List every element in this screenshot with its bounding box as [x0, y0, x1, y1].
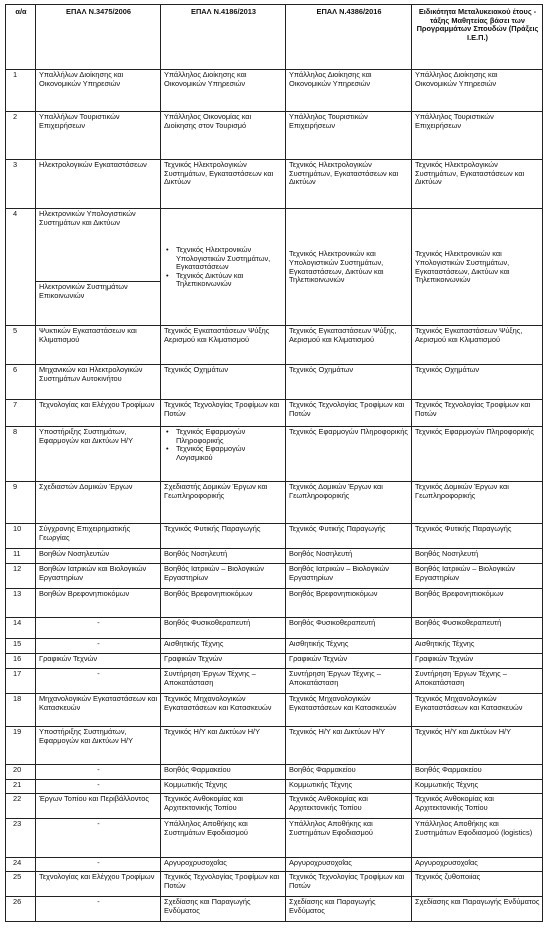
cell-epal-4386: Βοηθός Νοσηλευτή [286, 549, 412, 564]
cell-epal-3475: Σύγχρονης Επιχειρηματικής Γεωργίας [36, 524, 161, 549]
bullet-item: • Τεχνικός Εφαρμογών Λογισμικού [172, 445, 283, 462]
row-number: 5 [6, 326, 36, 365]
header-epal-3475-2006: ΕΠΑΛ Ν.3475/2006 [36, 5, 161, 70]
table-row [6, 589, 543, 618]
cell-epal-3475: Βοηθών Νοσηλευτών [36, 549, 161, 564]
cell-epal-3475: Έργων Τοπίου και Περιβάλλοντος [36, 794, 161, 819]
cell-epal-4186: Σχεδίασης και Παραγωγής Ενδύματος [161, 897, 286, 922]
table-row [6, 897, 543, 922]
cell-epal-4386: Σχεδίασης και Παραγωγής Ενδύματος [286, 897, 412, 922]
row-number: 7 [6, 400, 36, 427]
cell-epal-3475: Υποστήριξης Συστημάτων, Εφαρμογών και Δικτύων Η/Υ [36, 727, 161, 765]
row-number: 10 [6, 524, 36, 549]
table-row [6, 694, 543, 727]
table-row [6, 482, 543, 524]
row-number: 16 [6, 654, 36, 669]
cell-apprenticeship: Αργυροχρυσοχοΐας [412, 858, 543, 872]
cell-apprenticeship: Τεχνικός Οχημάτων [412, 365, 543, 400]
cell-epal-3475: Υποστήριξης Συστημάτων, Εφαρμογών και Δικτύων Η/Υ [36, 427, 161, 482]
cell-epal-4186: Τεχνικός Εγκαταστάσεων Ψύξης Αερισμού και Κλιματισμού [161, 326, 286, 365]
cell-epal-4386: Συντήρηση Έργων Τέχνης – Αποκατάσταση [286, 669, 412, 694]
cell-apprenticeship: Τεχνικός Ηλεκτρονικών και Υπολογιστικών Συστημάτων, Εγκαταστάσεων, Δικτύων και Τηλεπικοινωνιών [412, 209, 543, 326]
row-number: 17 [6, 669, 36, 694]
row-number: 18 [6, 694, 36, 727]
cell-epal-3475: - [36, 639, 161, 654]
cell-epal-3475: Τεχνολογίας και Ελέγχου Τροφίμων [36, 872, 161, 897]
cell-epal-3475: Σχεδιαστών Δομικών Έργων [36, 482, 161, 524]
cell-epal-3475: Γραφικών Τεχνών [36, 654, 161, 669]
row-number: 24 [6, 858, 36, 872]
cell-apprenticeship: Τεχνικός Τεχνολογίας Τροφίμων και Ποτών [412, 400, 543, 427]
cell-apprenticeship: Γραφικών Τεχνών [412, 654, 543, 669]
cell-apprenticeship: Τεχνικός Εγκαταστάσεων Ψύξης, Αερισμού και Κλιματισμού [412, 326, 543, 365]
cell-apprenticeship: Τεχνικός Δομικών Έργων και Γεωπληροφορικής [412, 482, 543, 524]
cell-epal-4186: Σχεδιαστής Δομικών Έργων και Γεωπληροφορικής [161, 482, 286, 524]
table-row [6, 819, 543, 858]
cell-apprenticeship: Τεχνικός Ηλεκτρολογικών Συστημάτων, Εγκαταστάσεων και Δικτύων [412, 160, 543, 209]
bullet-item: • Τεχνικός Ηλεκτρονικών Υπολογιστικών Συστημάτων, Εγκαταστάσεων [172, 246, 283, 272]
cell-epal-3475: - [36, 897, 161, 922]
table-row [6, 400, 543, 427]
row-number: 13 [6, 589, 36, 618]
row-number: 4 [6, 209, 36, 326]
cell-epal-4386: Τεχνικός Φυτικής Παραγωγής [286, 524, 412, 549]
cell-epal-4386: Τεχνικός Εγκαταστάσεων Ψύξης, Αερισμού και Κλιματισμού [286, 326, 412, 365]
cell-apprenticeship: Τεχνικός Μηχανολογικών Εγκαταστάσεων και Κατασκευών [412, 694, 543, 727]
cell-epal-4386: Κομμωτικής Τέχνης [286, 780, 412, 794]
table-row [6, 326, 543, 365]
table-row [6, 427, 543, 482]
row-number: 9 [6, 482, 36, 524]
cell-epal-4386: Υπάλληλος Αποθήκης και Συστημάτων Εφοδιασμού [286, 819, 412, 858]
cell-epal-3475: - [36, 858, 161, 872]
cell-epal-3475: Βοηθών Βρεφονηπιοκόμων [36, 589, 161, 618]
header-epal-4386-2016: ΕΠΑΛ Ν.4386/2016 [286, 5, 412, 70]
cell-apprenticeship: Σχεδίασης και Παραγωγής Ενδύματος [412, 897, 543, 922]
cell-epal-4186: Συντήρηση Έργων Τέχνης – Αποκατάσταση [161, 669, 286, 694]
row-number: 12 [6, 564, 36, 589]
row-number: 20 [6, 765, 36, 780]
row-number: 23 [6, 819, 36, 858]
cell-epal-4386: Βοηθός Ιατρικών – Βιολογικών Εργαστηρίων [286, 564, 412, 589]
cell-epal-4186: Βοηθός Βρεφονηπιοκόμων [161, 589, 286, 618]
cell-epal-4186: Τεχνικός Ανθοκομίας και Αρχιτεκτονικής Τοπίου [161, 794, 286, 819]
header-aa: α/α [6, 5, 36, 70]
row-number: 15 [6, 639, 36, 654]
table-row [6, 872, 543, 897]
row-number: 14 [6, 618, 36, 639]
cell-epal-4186: Τεχνικός Η/Υ και Δικτύων Η/Υ [161, 727, 286, 765]
table-row [6, 549, 543, 564]
cell-epal-4186: Υπάλληλος Διοίκησης και Οικονομικών Υπηρεσιών [161, 70, 286, 112]
cell-epal-4186: Βοηθός Φυσικοθεραπευτή [161, 618, 286, 639]
table-row [6, 858, 543, 872]
cell-epal-4386: Τεχνικός Ανθοκομίας και Αρχιτεκτονικής Τοπίου [286, 794, 412, 819]
cell-apprenticeship: Συντήρηση Έργων Τέχνης – Αποκατάσταση [412, 669, 543, 694]
cell-epal-4386: Βοηθός Φαρμακείου [286, 765, 412, 780]
cell-epal-4186: Βοηθός Φαρμακείου [161, 765, 286, 780]
cell-epal-4386: Τεχνικός Η/Υ και Δικτύων Η/Υ [286, 727, 412, 765]
cell-epal-4186: Γραφικών Τεχνών [161, 654, 286, 669]
cell-epal-4186: Τεχνικός Μηχανολογικών Εγκαταστάσεων και Κατασκευών [161, 694, 286, 727]
cell-epal-3475: Τεχνολογίας και Ελέγχου Τροφίμων [36, 400, 161, 427]
row-number: 1 [6, 70, 36, 112]
row-number: 6 [6, 365, 36, 400]
row-number: 2 [6, 112, 36, 160]
cell-epal-4186: Αισθητικής Τέχνης [161, 639, 286, 654]
cell-epal-3475: - [36, 765, 161, 780]
cell-apprenticeship: Τεχνικός Η/Υ και Δικτύων Η/Υ [412, 727, 543, 765]
table-row [6, 70, 543, 112]
cell-apprenticeship: Τεχνικός Ανθοκομίας και Αρχιτεκτονικής Τοπίου [412, 794, 543, 819]
cell-epal-3475: Ηλεκτρονικών Συστημάτων Επικοινωνιών [36, 282, 161, 326]
document [5, 4, 543, 922]
row-number: 25 [6, 872, 36, 897]
cell-epal-4386: Τεχνικός Μηχανολογικών Εγκαταστάσεων και Κατασκευών [286, 694, 412, 727]
cell-epal-4186: Κομμωτικής Τέχνης [161, 780, 286, 794]
cell-epal-4186: Βοηθός Ιατρικών – Βιολογικών Εργαστηρίων [161, 564, 286, 589]
cell-epal-3475: Ηλεκτρονικών Υπολογιστικών Συστημάτων και Δικτύων [36, 209, 161, 282]
row-number: 11 [6, 549, 36, 564]
cell-epal-4186: Τεχνικός Τεχνολογίας Τροφίμων και Ποτών [161, 400, 286, 427]
table-row [6, 112, 543, 160]
row-number: 26 [6, 897, 36, 922]
header-apprenticeship-specialty: Ειδικότητα Μεταλυκειακού έτους - τάξης Μαθητείας βάσει των Προγραμμάτων Σπουδών (Πράξεις Ι.Ε.Π.) [412, 5, 543, 70]
cell-epal-4186: Υπάλληλος Οικονομίας και Διοίκησης στον Τουρισμό [161, 112, 286, 160]
cell-epal-4186: Τεχνικός Οχημάτων [161, 365, 286, 400]
cell-apprenticeship: Βοηθός Ιατρικών – Βιολογικών Εργαστηρίων [412, 564, 543, 589]
bullet-item: • Τεχνικός Δικτύων και Τηλεπικοινωνιών [172, 272, 283, 289]
cell-epal-3475: Υπαλλήλων Τουριστικών Επιχειρήσεων [36, 112, 161, 160]
cell-epal-4186: Υπάλληλος Αποθήκης και Συστημάτων Εφοδιασμού [161, 819, 286, 858]
cell-epal-4386: Τεχνικός Εφαρμογών Πληροφορικής [286, 427, 412, 482]
cell-epal-4386: Υπάλληλος Διοίκησης και Οικονομικών Υπηρεσιών [286, 70, 412, 112]
bullet-item: • Τεχνικός Εφαρμογών Πληροφορικής [172, 428, 283, 445]
table-body [6, 70, 543, 922]
bullet-list [164, 246, 283, 289]
header-epal-4186-2013: ΕΠΑΛ Ν.4186/2013 [161, 5, 286, 70]
cell-epal-3475: Ηλεκτρολογικών Εγκαταστάσεων [36, 160, 161, 209]
table-row [6, 524, 543, 549]
cell-apprenticeship: Υπάλληλος Αποθήκης και Συστημάτων Εφοδιασμού (logistics) [412, 819, 543, 858]
cell-epal-4186: Τεχνικός Φυτικής Παραγωγής [161, 524, 286, 549]
cell-apprenticeship: Κομμωτικής Τέχνης [412, 780, 543, 794]
cell-epal-3475: - [36, 618, 161, 639]
cell-epal-3475: Υπαλλήλων Διοίκησης και Οικονομικών Υπηρεσιών [36, 70, 161, 112]
table-row [6, 669, 543, 694]
table-row [6, 639, 543, 654]
cell-apprenticeship: Αισθητικής Τέχνης [412, 639, 543, 654]
cell-epal-4386: Τεχνικός Τεχνολογίας Τροφίμων και Ποτών [286, 872, 412, 897]
cell-epal-3475: Μηχανικών και Ηλεκτρολογικών Συστημάτων Αυτοκινήτου [36, 365, 161, 400]
cell-epal-4386: Υπάλληλος Τουριστικών Επιχειρήσεων [286, 112, 412, 160]
table-row [6, 209, 543, 282]
cell-apprenticeship: Υπάλληλος Τουριστικών Επιχειρήσεων [412, 112, 543, 160]
table-row [6, 727, 543, 765]
table-row [6, 654, 543, 669]
cell-epal-3475: - [36, 780, 161, 794]
cell-epal-4186: Τεχνικός Τεχνολογίας Τροφίμων και Ποτών [161, 872, 286, 897]
cell-epal-4386: Τεχνικός Ηλεκτρονικών και Υπολογιστικών Συστημάτων, Εγκαταστάσεων, Δικτύων και Τηλεπικοινωνιών [286, 209, 412, 326]
header-row [6, 5, 543, 70]
cell-epal-3475: - [36, 819, 161, 858]
row-number: 21 [6, 780, 36, 794]
table-row [6, 780, 543, 794]
table-row [6, 794, 543, 819]
cell-epal-3475: Ψυκτικών Εγκαταστάσεων και Κλιματισμού [36, 326, 161, 365]
cell-apprenticeship: Βοηθός Φυσικοθεραπευτή [412, 618, 543, 639]
cell-epal-4186: Βοηθός Νοσηλευτή [161, 549, 286, 564]
cell-epal-4386: Βοηθός Φυσικοθεραπευτή [286, 618, 412, 639]
table-row [6, 765, 543, 780]
cell-epal-4386: Τεχνικός Οχημάτων [286, 365, 412, 400]
specialties-table [5, 4, 543, 922]
cell-apprenticeship: Τεχνικός Εφαρμογών Πληροφορικής [412, 427, 543, 482]
row-number: 3 [6, 160, 36, 209]
cell-epal-4386: Γραφικών Τεχνών [286, 654, 412, 669]
cell-epal-4186 [161, 427, 286, 482]
cell-epal-3475: Βοηθών Ιατρικών και Βιολογικών Εργαστηρίων [36, 564, 161, 589]
cell-epal-4186 [161, 209, 286, 326]
cell-apprenticeship: Βοηθός Φαρμακείου [412, 765, 543, 780]
bullet-list [164, 428, 283, 462]
table-row [6, 618, 543, 639]
cell-apprenticeship: Βοηθός Νοσηλευτή [412, 549, 543, 564]
cell-apprenticeship: Υπάλληλος Διοίκησης και Οικονομικών Υπηρεσιών [412, 70, 543, 112]
cell-epal-4186: Αργυροχρυσοχοΐας [161, 858, 286, 872]
table-row [6, 365, 543, 400]
cell-apprenticeship: Τεχνικός Φυτικής Παραγωγής [412, 524, 543, 549]
cell-epal-3475: - [36, 669, 161, 694]
row-number: 22 [6, 794, 36, 819]
cell-epal-4386: Αργυροχρυσοχοΐας [286, 858, 412, 872]
table-row [6, 564, 543, 589]
cell-epal-3475: Μηχανολογικών Εγκαταστάσεων και Κατασκευών [36, 694, 161, 727]
row-number: 19 [6, 727, 36, 765]
cell-epal-4386: Τεχνικός Ηλεκτρολογικών Συστημάτων, Εγκαταστάσεων και Δικτύων [286, 160, 412, 209]
table-row [6, 160, 543, 209]
cell-epal-4186: Τεχνικός Ηλεκτρολογικών Συστημάτων, Εγκαταστάσεων και Δικτύων [161, 160, 286, 209]
row-number: 8 [6, 427, 36, 482]
cell-epal-4386: Τεχνικός Δομικών Έργων και Γεωπληροφορικής [286, 482, 412, 524]
cell-epal-4386: Τεχνικός Τεχνολογίας Τροφίμων και Ποτών [286, 400, 412, 427]
cell-apprenticeship: Τεχνικός ζυθοποιίας [412, 872, 543, 897]
cell-epal-4386: Βοηθός Βρεφονηπιοκόμων [286, 589, 412, 618]
cell-epal-4386: Αισθητικής Τέχνης [286, 639, 412, 654]
cell-apprenticeship: Βοηθός Βρεφονηπιοκόμων [412, 589, 543, 618]
